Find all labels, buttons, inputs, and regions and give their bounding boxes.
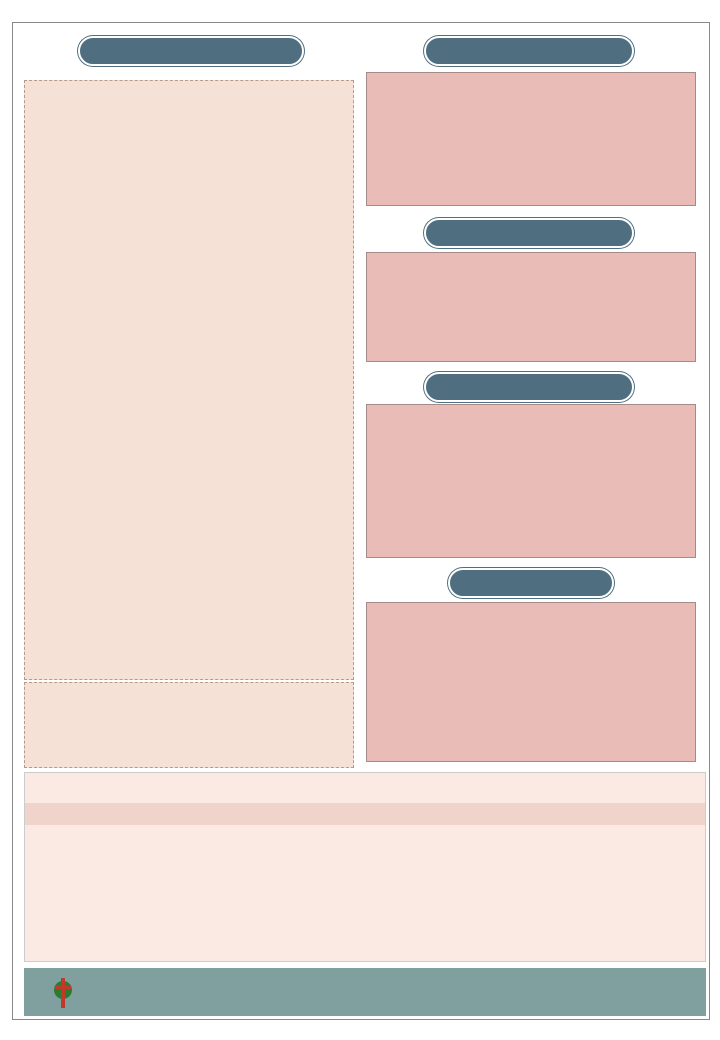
- title-youth: [424, 218, 634, 248]
- sunday-worship-panel: [24, 80, 354, 680]
- church-logo-icon: [52, 976, 74, 1010]
- youth-box: [366, 252, 696, 362]
- committee-table: [24, 772, 706, 962]
- prayer-panel: [24, 682, 354, 768]
- title-wednesday: [448, 568, 614, 598]
- committee-header: [25, 803, 705, 825]
- title-afternoon: [424, 372, 634, 402]
- title-sunday-worship: [78, 36, 304, 66]
- title-sunday-4: [424, 36, 634, 66]
- footer: [24, 968, 706, 1016]
- afternoon-box: [366, 404, 696, 558]
- sunday-4-box: [366, 72, 696, 206]
- wednesday-box: [366, 602, 696, 762]
